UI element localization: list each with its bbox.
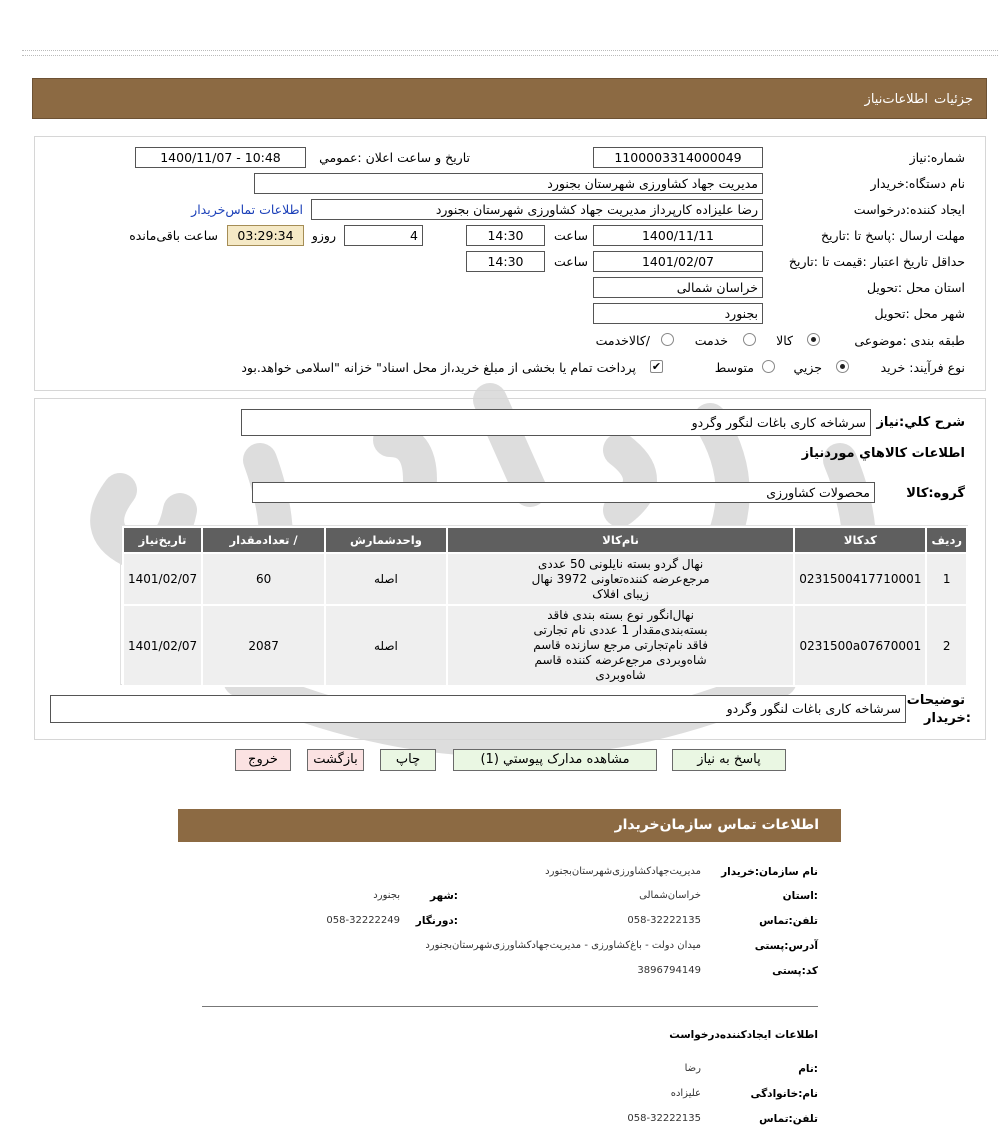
contact-phone-label: تلفن:تماس: [759, 915, 818, 927]
category-service-label: خدمت: [694, 333, 728, 348]
col-code: کدکالا: [794, 527, 926, 553]
validity-time-label: ساعت: [553, 254, 588, 269]
row-qty: 60: [202, 553, 325, 605]
buyer-notes-field: سرشاخه کاری باغات لنگور وگردو: [50, 695, 906, 723]
contact-province-label: :استان: [782, 890, 818, 902]
row-name-text: نهال گردو بسته نایلونی 50 عددی مرجع‌عرضه کننده‌تعاونی 3972 نهال زیبای افلاک: [531, 556, 710, 601]
day-label: روزو: [311, 228, 336, 243]
print-button[interactable]: چاپ: [380, 749, 436, 771]
goods-info-title: اطلاعات کالاهاي موردنیاز: [801, 446, 965, 461]
requester-title: اطلاعات ایجادکننده‌درخواست: [669, 1029, 818, 1041]
need-number-field: 1100003314000049: [593, 147, 763, 168]
contact-org-value: مدیریت‌جهادکشاورزی‌شهرستان‌بجنورد: [545, 866, 701, 877]
announce-label: تاریخ و ساعت اعلان :عمومي: [319, 150, 470, 165]
deadline-time-label: ساعت: [553, 228, 588, 243]
contact-address-value: میدان دولت - باغ‌کشاورزی - مدیریت‌جهادکشاورزی‌شهرستان‌بجنورد: [425, 940, 701, 951]
creator-label: ایجاد کننده:درخواست: [853, 202, 965, 217]
contact-title: اطلاعات تماس سازمان‌خریدار: [614, 817, 819, 833]
tab-header-bar: [32, 78, 987, 119]
items-table: [122, 526, 968, 687]
validity-time-field: 14:30: [466, 251, 545, 272]
exit-button[interactable]: خروج: [235, 749, 291, 771]
contact-postal-value: 3896794149: [637, 965, 701, 976]
general-desc-field: سرشاخه کاری باغات لنگور وگردو: [241, 409, 871, 436]
contact-fax-value: 058-32222249: [326, 915, 400, 926]
requester-name-value: رضا: [684, 1063, 701, 1074]
process-minor-label: جزیي: [793, 360, 822, 375]
category-service-radio[interactable]: [743, 333, 756, 346]
validity-date-field: 1401/02/07: [593, 251, 763, 272]
process-minor-radio[interactable]: [836, 360, 849, 373]
requester-phone-label: تلفن:تماس: [759, 1113, 818, 1125]
goods-group-label: گروه:کالا: [906, 486, 965, 501]
row-code: 0231500417710001: [794, 553, 926, 605]
remaining-timer: 03:29:34: [227, 225, 304, 246]
category-label: طبقه بندی :موضوعی: [854, 333, 965, 348]
buyer-notes-label-2: :خریدار: [924, 711, 971, 726]
buyer-contact-link[interactable]: اطلاعات تماس‌خریدار: [191, 202, 303, 217]
contact-city-label: :شهر: [430, 890, 458, 902]
row-name-text: نهال‌انگور نوع بسته بندی فاقد بسته‌بندی‌مقدار 1 عددی نام تجارتی فاقد نام‌تجارتی مرجع سازنده قاسم شاه‌وبردی مرجع‌عرضه کننده قاسم شاه‌وبردی: [533, 608, 708, 682]
validity-label: حداقل تاریخ اعتبار :قیمت تا :تاریخ: [788, 254, 965, 269]
row-index: 1: [926, 553, 967, 605]
city-label: شهر محل :تحویل: [874, 306, 965, 321]
payment-checkbox[interactable]: ✔: [651, 360, 662, 373]
process-label: نوع فرآیند: خرید: [880, 360, 965, 375]
attachments-button[interactable]: مشاهده مدارک پیوستي (1): [453, 749, 657, 771]
col-name: نام‌کالا: [447, 527, 794, 553]
buyer-org-field: مدیریت جهاد کشاورزی شهرستان بجنورد: [254, 173, 763, 194]
category-both-radio[interactable]: [661, 333, 674, 346]
contact-fax-label: :دورنگار: [415, 915, 458, 927]
row-unit: اصله: [325, 553, 447, 605]
buyer-notes-label: توضیحات: [906, 693, 965, 708]
back-button[interactable]: بازگشت: [307, 749, 364, 771]
contact-province-value: خراسان‌شمالی: [639, 890, 701, 901]
creator-field: رضا علیزاده کارپرداز مدیریت جهاد کشاورزی شهرستان بجنورد: [311, 199, 763, 220]
row-name: [447, 553, 794, 605]
deadline-label: مهلت ارسال :پاسخ تا :تاریخ: [820, 228, 965, 243]
city-field: بجنورد: [593, 303, 763, 324]
announce-field: 1400/11/07 - 10:48: [135, 147, 306, 168]
need-number-label: شماره:نیاز: [909, 150, 965, 165]
deadline-time-field: 14:30: [466, 225, 545, 246]
province-field: خراسان شمالی: [593, 277, 763, 298]
days-field: 4: [344, 225, 423, 246]
requester-name-label: :نام: [798, 1063, 818, 1075]
row-name: [447, 605, 794, 686]
row-date: 1401/02/07: [123, 605, 202, 686]
deadline-date-field: 1400/11/11: [593, 225, 763, 246]
contact-divider: [202, 1006, 818, 1007]
contact-header: [178, 809, 841, 842]
row-index: 2: [926, 605, 967, 686]
contact-org-label: نام سازمان:خریدار: [721, 866, 818, 878]
category-both-label: /کالاخدمت: [595, 333, 650, 348]
top-separator: [22, 50, 998, 56]
general-desc-label: شرح کلي:نیاز: [876, 415, 965, 430]
tab-need-info[interactable]: اطلاعات‌نیاز: [864, 92, 928, 107]
payment-note: پرداخت تمام یا بخشی از مبلغ خرید،از محل اسناد" خزانه "اسلامی خواهد.بود: [241, 360, 636, 375]
row-code: 0231500a07670001: [794, 605, 926, 686]
remaining-label: ساعت باقی‌مانده: [129, 228, 218, 243]
col-row: ردیف: [926, 527, 967, 553]
requester-family-label: نام:خانوادگی: [750, 1088, 818, 1100]
row-unit: اصله: [325, 605, 447, 686]
category-goods-radio[interactable]: [807, 333, 820, 346]
col-date: تاریخ‌نیاز: [123, 527, 202, 553]
table-header-row: [123, 527, 967, 553]
row-date: 1401/02/07: [123, 553, 202, 605]
reply-button[interactable]: پاسخ به نیاز: [672, 749, 786, 771]
contact-phone-value: 058-32222135: [627, 915, 701, 926]
requester-family-value: علیزاده: [670, 1088, 701, 1099]
buyer-org-label: نام دستگاه:خریدار: [870, 176, 965, 191]
contact-address-label: آدرس:پستی: [754, 940, 818, 952]
province-label: استان محل :تحویل: [866, 280, 965, 295]
process-medium-radio[interactable]: [762, 360, 775, 373]
requester-phone-value: 058-32222135: [627, 1113, 701, 1124]
category-goods-label: کالا: [776, 333, 793, 348]
process-medium-label: متوسط: [714, 360, 754, 375]
table-row: [123, 553, 967, 605]
goods-group-field: محصولات کشاورزی: [252, 482, 875, 503]
col-qty: / تعدادمقدار: [202, 527, 325, 553]
contact-city-value: بجنورد: [373, 890, 400, 901]
row-qty: 2087: [202, 605, 325, 686]
col-unit: واحدشمارش: [325, 527, 447, 553]
contact-postal-label: کد:پستی: [772, 965, 818, 977]
tab-details[interactable]: جزئیات: [934, 92, 973, 107]
table-row: [123, 605, 967, 686]
